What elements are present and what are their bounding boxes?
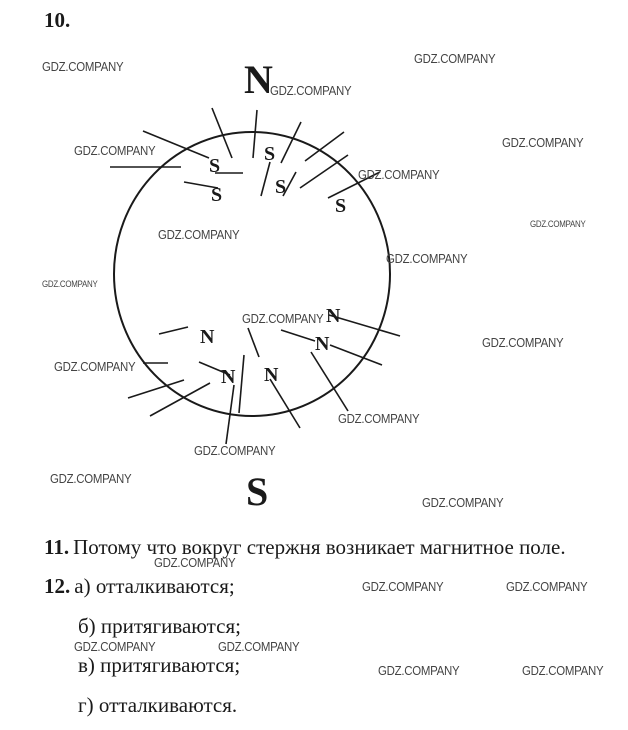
task-12-answer-v: в) притягиваются; (78, 653, 241, 677)
needle-label-s: S (335, 195, 347, 217)
task-11-answer: Потому что вокруг стержня возникает магнитное поле. (73, 535, 566, 559)
needle-label-s: S (209, 155, 221, 177)
watermark: GDZ.COMPANY (338, 411, 420, 426)
field-circle (114, 132, 390, 416)
watermark: GDZ.COMPANY (74, 639, 156, 654)
needle-label-n: N (315, 333, 330, 355)
task-12-answer-b: б) притягиваются; (78, 614, 241, 638)
watermark: GDZ.COMPANY (42, 279, 98, 289)
needle-label-n: N (326, 305, 341, 327)
watermark: GDZ.COMPANY (378, 663, 460, 678)
watermark: GDZ.COMPANY (154, 555, 236, 570)
needle-label-n: N (221, 366, 236, 388)
watermark: GDZ.COMPANY (530, 219, 586, 229)
north-pole-label: N (244, 57, 273, 102)
task-11 (44, 535, 566, 560)
watermark: GDZ.COMPANY (506, 579, 588, 594)
watermark: GDZ.COMPANY (502, 135, 584, 150)
watermark: GDZ.COMPANY (358, 167, 440, 182)
task-12-answer-a: а) отталкиваются; (74, 574, 235, 598)
needle-label-s: S (264, 143, 276, 165)
watermark: GDZ.COMPANY (422, 495, 504, 510)
task-12-answer-g: г) отталкиваются. (78, 693, 238, 717)
watermark: GDZ.COMPANY (362, 579, 444, 594)
watermark: GDZ.COMPANY (158, 227, 240, 242)
watermark: GDZ.COMPANY (74, 143, 156, 158)
task-10-number: 10. (44, 8, 71, 32)
watermark: GDZ.COMPANY (218, 639, 300, 654)
watermark: GDZ.COMPANY (386, 251, 468, 266)
watermark: GDZ.COMPANY (482, 335, 564, 350)
watermark: GDZ.COMPANY (522, 663, 604, 678)
task-12-a (44, 574, 235, 599)
task-12-number: 12. (44, 574, 71, 598)
needle-label-s: S (275, 176, 287, 198)
watermark: GDZ.COMPANY (42, 59, 124, 74)
watermark: GDZ.COMPANY (194, 443, 276, 458)
watermark: GDZ.COMPANY (270, 83, 352, 98)
watermark: GDZ.COMPANY (242, 311, 324, 326)
needle-label-n: N (264, 364, 279, 386)
watermark: GDZ.COMPANY (414, 51, 496, 66)
watermark: GDZ.COMPANY (50, 471, 132, 486)
south-pole-label: S (246, 469, 269, 514)
task-11-number: 11. (44, 535, 70, 559)
needle-label-s: S (211, 184, 223, 206)
watermark: GDZ.COMPANY (54, 359, 136, 374)
needle-label-n: N (200, 326, 215, 348)
